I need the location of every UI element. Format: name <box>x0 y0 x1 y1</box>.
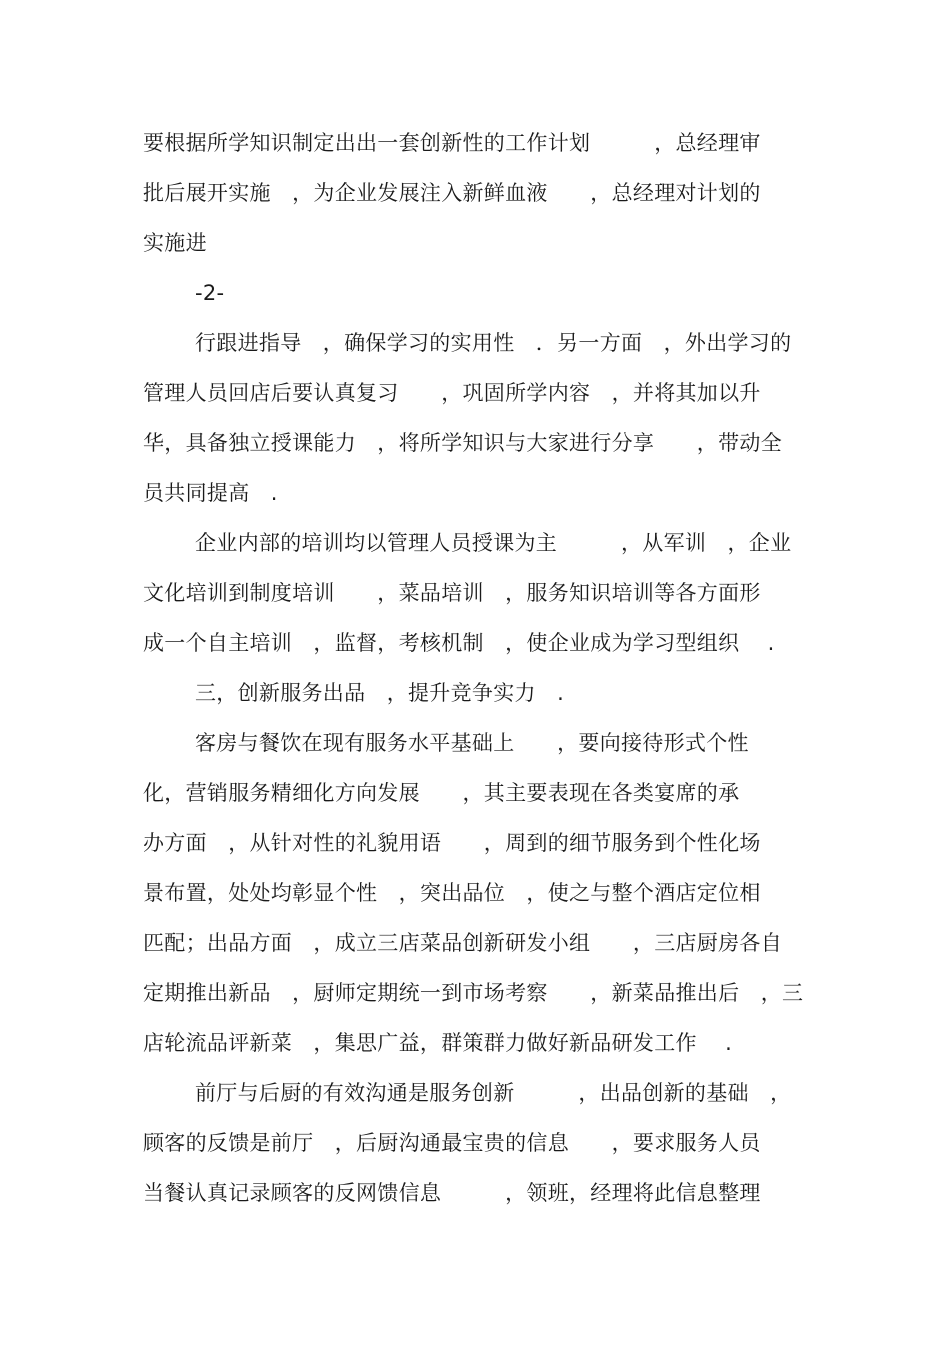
text-line: 客房与餐饮在现有服务水平基础上 ，要向接待形式个性 <box>195 731 749 755</box>
text-line: 当餐认真记录顾客的反网馈信息 ，领班，经理将此信息整理 <box>143 1181 761 1205</box>
text-line: 管理人员回店后要认真复习 ，巩固所学内容 ，并将其加以升 <box>143 381 761 405</box>
text-line: 顾客的反馈是前厅 ，后厨沟通最宝贵的信息 ，要求服务人员 <box>143 1131 761 1155</box>
text-line: 企业内部的培训均以管理人员授课为主 ，从军训 ，企业 <box>195 531 792 555</box>
page-number: -2- <box>195 281 225 305</box>
text-line: 化，营销服务精细化方向发展 ，其主要表现在各类宴席的承 <box>143 781 740 805</box>
text-line: 办方面 ，从针对性的礼貌用语 ，周到的细节服务到个性化场 <box>143 831 761 855</box>
text-line: 前厅与后厨的有效沟通是服务创新 ，出品创新的基础 ， <box>195 1081 792 1105</box>
text-line: 行跟进指导 ，确保学习的实用性 ．另一方面 ，外出学习的 <box>195 331 792 355</box>
text-line: 定期推出新品 ，厨师定期统一到市场考察 ，新菜品推出后 ，三 <box>143 981 804 1005</box>
text-line: 华，具备独立授课能力 ，将所学知识与大家进行分享 ，带动全 <box>143 431 782 455</box>
section-heading: 三，创新服务出品 ，提升竞争实力 . <box>195 681 565 705</box>
text-line: 员共同提高 . <box>143 481 278 505</box>
text-line: 批后展开实施 ，为企业发展注入新鲜血液 ，总经理对计划的 <box>143 181 761 205</box>
text-line: 成一个自主培训 ，监督，考核机制 ，使企业成为学习型组织 . <box>143 631 775 655</box>
text-line: 景布置，处处均彰显个性 ，突出品位 ，使之与整个酒店定位相 <box>143 881 761 905</box>
text-line: 实施进 <box>143 231 207 255</box>
text-line: 要根据所学知识制定出出一套创新性的工作计划 ，总经理审 <box>143 131 761 155</box>
text-line: 文化培训到制度培训 ，菜品培训 ，服务知识培训等各方面形 <box>143 581 761 605</box>
text-line: 匹配；出品方面 ，成立三店菜品创新研发小组 ，三店厨房各自 <box>143 931 782 955</box>
text-line: 店轮流品评新菜 ，集思广益，群策群力做好新品研发工作 . <box>143 1031 733 1055</box>
